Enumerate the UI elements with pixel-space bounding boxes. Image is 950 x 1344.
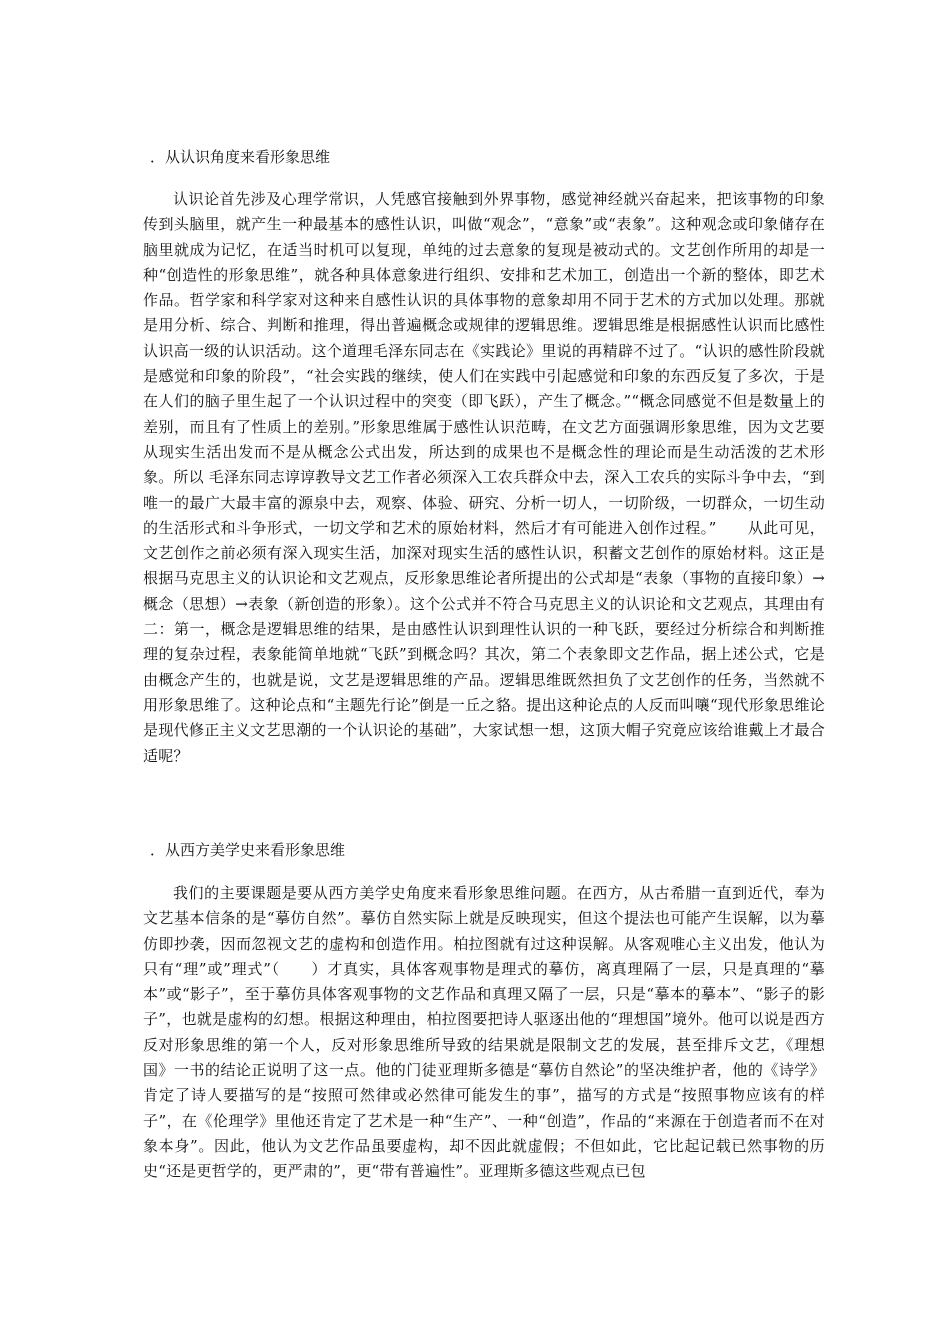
section-1-paragraph: 认识论首先涉及心理学常识，人凭感官接触到外界事物，感觉神经就兴奋起来，把该事物的印象传到头脑里，就产生一种最基本的感性认识，叫做“观念”，“意象”或“表象”。这种观念或印象储存在脑里就成为记忆，在适当时机可以复现，单纯的过去意象的复现是被动式的。文艺创作所用的却是一种“创造性的形象思维”，就各种具体意象进行组织、安排和艺术加工，创造出一个新的整体，即艺术作品。哲学家和科学家对这种来自感性认识的具体事物的意象却用不同于艺术的方式加以处理。那就是用分析、综合、判断和推理，得出普遍概念或规律的逻辑思维。逻辑思维是根据感性认识而比感性认识高一级的认识活动。这个道理毛泽东同志在《实践论》里说的再精辟不过了。“认识的感性阶段就是感觉和印象的阶段”，“社会实践的继续，使人们在实践中引起感觉和印象的东西反复了多次，于是在人们的脑子里生起了一个认识过程中的突变（即飞跃），产生了概念。”“概念同感觉不但是数量上的差别，而且有了性质上的差别。”形象思维属于感性认识范畴，在文艺方面强调形象思维，因为文艺要从现实生活出发而不是从概念公式出发，所达到的成果也不是概念性的理论而是生动活泼的艺术形象。所以 毛泽东同志谆谆教导文艺工作者必须深入工农兵群众中去，深入工农兵的实际斗争中去，“到唯一的最广大最丰富的源泉中去，观察、体验、研究、分析一切人，一切阶级，一切群众，一切生动的生活形式和斗争形式，一切文学和艺术的原始材料，然后才有可能进入创作过程。” 从此可见，文艺创作之前必须有深入现实生活，加深对现实生活的感性认识，积蓄文艺创作的原始材料。这正是根据马克思主义的认识论和文艺观点，反形象思维论者所提出的公式却是“表象（事物的直接印象）→概念（思想）→表象（新创造的形象）。这个公式并不符合马克思主义的认识论和文艺观点，其理由有二：第一，概念是逻辑思维的结果，是由感性认识到理性认识的一种飞跃，要经过分析综合和判断推理的复杂过程，表象能简单地就“飞跃”到概念吗？其次，第二个表象即文艺作品，据上述公式，它是由概念产生的，也就是说，文艺是逻辑思维的产品。逻辑思维既然担负了文艺创作的任务，当然就不用形象思维了。这种论点和“主题先行论”倒是一丘之貉。提出这种论点的人反而叫嚷“现代形象思维论是现代修正主义文艺思潮的一个认识论的基础”，大家试想一想，这顶大帽子究竟应该给谁戴上才最合适呢？ — [143, 190, 825, 765]
section-1-heading: ．从认识角度来看形象思维 — [150, 148, 331, 166]
section-2-paragraph: 我们的主要课题是要从西方美学史角度来看形象思维问题。在西方，从古希腊一直到近代，奉为文艺基本信条的是“摹仿自然”。摹仿自然实际上就是反映现实，但这个提法也可能产生误解，以为摹仿即抄袭，因而忽视文艺的虚构和创造作用。柏拉图就有过这种误解。从客观唯心主义出发，他认为只有“理”或”理式”（ ）才真实，具体客观事物是理式的摹仿，离真理隔了一层，只是真理的“摹本”或“影子”，至于摹仿具体客观事物的文艺作品和真理又隔了一层，只是“摹本的摹本”、“影子的影子”，也就是虚构的幻想。根据这种理由，柏拉图要把诗人驱逐出他的“理想国”境外。他可以说是西方反对形象思维的第一个人，反对形象思维所导致的结果就是限制文艺的发展，甚至排斥文艺，《理想国》一书的结论正说明了这一点。他的门徒亚理斯多德是“摹仿自然论”的坚决维护者，他的《诗学》肯定了诗人要描写的是“按照可然律或必然律可能发生的事”，描写的方式是“按照事物应该有的样子”，在《伦理学》里他还肯定了艺术是一种“生产”、一种“创造”，作品的“来源在于创造者而不在对象本身”。因此，他认为文艺作品虽要虚构，却不因此就虚假；不但如此，它比起记载已然事物的历史“还是更哲学的，更严肃的”，更“带有普遍性”。亚理斯多德这些观点已包 — [143, 884, 825, 1181]
section-2-heading: ．从西方美学史来看形象思维 — [150, 841, 346, 859]
